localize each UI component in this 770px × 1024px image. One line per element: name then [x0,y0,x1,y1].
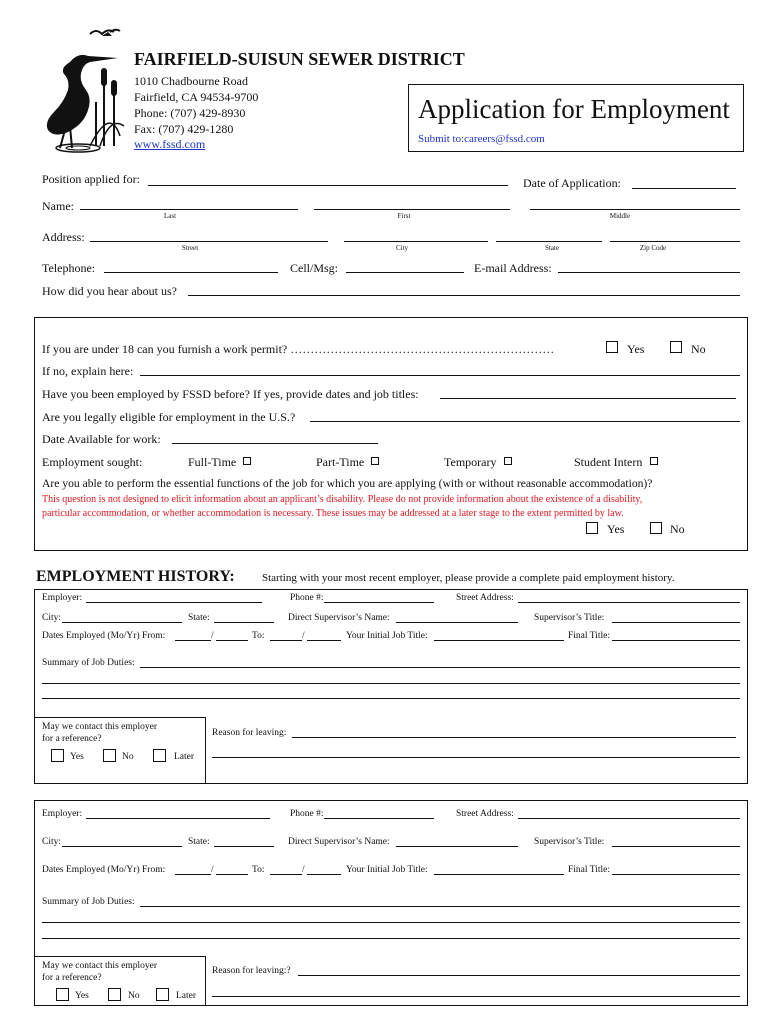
contact-later-checkbox[interactable] [153,749,166,762]
state-label: State: [188,837,210,847]
first-sublabel: First [397,212,411,220]
contact-no-checkbox[interactable] [103,749,116,762]
contact-no-label: No [122,752,134,762]
under18-question: If you are under 18 can you furnish a work permit? ………………………………………………………… [42,342,555,356]
eligible-field[interactable] [310,421,740,422]
website-link[interactable]: www.fssd.com [134,137,206,151]
cell-field[interactable] [346,272,464,273]
history-intro: Starting with your most recent employer, please provide a complete paid employment history. [262,572,675,584]
date-available-label: Date Available for work: [42,432,161,446]
contact-no-checkbox[interactable] [108,988,121,1001]
eligible-question: Are you legally eligible for employment in the U.S.? [42,410,296,424]
phone-label: Phone #: [290,809,324,819]
from-year-field[interactable] [216,640,248,641]
contact-no-label: No [128,991,140,1001]
contact-yes-checkbox[interactable] [51,749,64,762]
state-label: State: [188,613,210,623]
employment-sought-label: Employment sought: [42,455,143,469]
employer-phone-field[interactable] [324,818,434,819]
to-slash: / [302,631,305,641]
to-label: To: [252,631,265,641]
submit-to-link[interactable]: Submit to:careers@fssd.com [418,133,545,145]
address-label: Address: [42,230,85,244]
employer-street-field[interactable] [518,602,740,603]
essential-yes-label: Yes [607,522,625,536]
phone-number: Phone: (707) 429-8930 [134,106,246,120]
essential-yes-checkbox[interactable] [586,522,598,534]
final-title-label: Final Title: [568,631,610,641]
to-year-field[interactable] [307,640,341,641]
phone-label: Phone #: [290,593,324,603]
position-field[interactable] [148,185,508,186]
initial-title-label: Your Initial Job Title: [346,631,428,641]
job-duties-field-3[interactable] [42,938,740,939]
telephone-field[interactable] [104,272,278,273]
zip-sublabel: Zip Code [639,244,667,252]
last-name-field[interactable] [80,209,298,210]
job-duties-label: Summary of Job Duties: [42,658,135,668]
job-duties-label: Summary of Job Duties: [42,897,135,907]
city-label: City: [42,613,62,623]
from-month-field[interactable] [175,640,211,641]
reason-leaving-field-2[interactable] [212,757,740,758]
state-field[interactable] [496,241,602,242]
under18-yes-checkbox[interactable] [606,341,618,353]
hear-label: How did you hear about us? [42,284,177,298]
employer-state-field[interactable] [214,846,274,847]
supervisor-name-field[interactable] [396,622,518,623]
reason-leaving-field-1[interactable] [298,975,740,976]
reason-leaving-label: Reason for leaving: [212,728,287,738]
position-label: Position applied for: [42,172,140,186]
to-year-field[interactable] [307,874,341,875]
employed-before-question: Have you been employed by FSSD before? If yes, provide dates and job titles: [42,387,419,401]
email-field[interactable] [558,272,740,273]
contact-yes-checkbox[interactable] [56,988,69,1001]
option-student-intern: Student Intern [574,455,643,469]
reason-leaving-field-2[interactable] [212,996,740,997]
supervisor-name-field[interactable] [396,846,518,847]
reason-leaving-label: Reason for leaving:? [212,966,291,976]
disclaimer-line-2: particular accommodation, or whether accommodation is necessary. These issues may be addressed at a later stage to the extent permitted by law. [42,508,624,519]
heron-logo [30,22,130,157]
supervisor-label: Direct Supervisor’s Name: [288,613,390,623]
initial-title-label: Your Initial Job Title: [346,865,428,875]
state-sublabel: State [545,244,559,252]
street-sublabel: Street [181,244,199,252]
student-intern-checkbox[interactable] [650,457,658,465]
address-line-2: Fairfield, CA 94534-9700 [134,90,259,104]
contact-later-label: Later [174,752,195,762]
from-slash: / [211,631,214,641]
street-address-label: Street Address: [456,593,514,603]
job-duties-field-2[interactable] [42,683,740,684]
job-duties-field-2[interactable] [42,922,740,923]
contact-question-line-1: May we contact this employer [42,722,158,732]
explain-field[interactable] [140,375,740,376]
cell-label: Cell/Msg: [290,261,339,275]
employer-field[interactable] [86,602,262,603]
city-sublabel: City [395,244,409,252]
employer-label: Employer: [42,593,83,603]
street-address-label: Street Address: [456,809,514,819]
contact-later-checkbox[interactable] [156,988,169,1001]
contact-later-label: Later [176,991,197,1001]
supervisor-title-field[interactable] [612,846,740,847]
dates-employed-label: Dates Employed (Mo/Yr) From: [42,865,166,875]
to-slash: / [302,865,305,875]
from-month-field[interactable] [175,874,211,875]
option-full-time: Full-Time [188,455,237,469]
option-temporary: Temporary [444,455,497,469]
telephone-label: Telephone: [42,261,96,275]
employer-field[interactable] [86,818,270,819]
city-label: City: [42,837,62,847]
explain-label: If no, explain here: [42,364,134,378]
from-year-field[interactable] [216,874,248,875]
temporary-checkbox[interactable] [504,457,512,465]
job-duties-field-3[interactable] [42,698,740,699]
employer-phone-field[interactable] [324,602,434,603]
reason-leaving-field-1[interactable] [292,737,736,738]
employed-before-field[interactable] [440,398,736,399]
middle-sublabel: Middle [609,212,631,220]
supervisor-title-label: Supervisor’s Title: [534,613,605,623]
initial-title-field[interactable] [434,874,564,875]
contact-question-line-2: for a reference? [42,973,102,983]
supervisor-title-field[interactable] [612,622,740,623]
hear-field[interactable] [188,295,740,296]
to-month-field[interactable] [270,640,302,641]
org-name: FAIRFIELD-SUISUN SEWER DISTRICT [134,49,465,69]
final-title-field[interactable] [612,640,740,641]
job-duties-field-1[interactable] [140,906,740,907]
final-title-label: Final Title: [568,865,610,875]
part-time-checkbox[interactable] [371,457,379,465]
street-field[interactable] [90,241,328,242]
first-name-field[interactable] [314,209,510,210]
essential-no-label: No [670,522,685,536]
to-month-field[interactable] [270,874,302,875]
contact-yes-label: Yes [75,991,89,1001]
employer-city-field[interactable] [62,846,182,847]
supervisor-title-label: Supervisor’s Title: [534,837,605,847]
zip-field[interactable] [610,241,740,242]
option-part-time: Part-Time [316,455,365,469]
initial-title-field[interactable] [434,640,564,641]
last-sublabel: Last [163,212,177,220]
contact-question-line-1: May we contact this employer [42,961,158,971]
disclaimer-line-1: This question is not designed to elicit information about an applicant’s disability. Please do not provide information about the existence of a disability, [42,494,643,505]
essential-no-checkbox[interactable] [650,522,662,534]
page-title: Application for Employment [418,94,730,124]
from-slash: / [211,865,214,875]
essential-functions-question: Are you able to perform the essential functions of the job for which you are applying (with or without reasonable accommodation)? [42,477,653,490]
supervisor-label: Direct Supervisor’s Name: [288,837,390,847]
employer-city-field[interactable] [62,622,182,623]
email-label: E-mail Address: [474,261,552,275]
full-time-checkbox[interactable] [243,457,251,465]
history-heading: EMPLOYMENT HISTORY: [36,568,235,585]
city-field[interactable] [344,241,488,242]
name-label: Name: [42,199,74,213]
employer-label: Employer: [42,809,83,819]
under18-no-checkbox[interactable] [670,341,682,353]
date-label: Date of Application: [523,176,621,190]
under18-no-label: No [691,342,706,356]
contact-yes-label: Yes [70,752,84,762]
fax-number: Fax: (707) 429-1280 [134,122,234,136]
contact-question-line-2: for a reference? [42,734,102,744]
under18-yes-label: Yes [627,342,645,356]
final-title-field[interactable] [612,874,740,875]
employer-state-field[interactable] [214,622,274,623]
address-line-1: 1010 Chadbourne Road [134,74,248,88]
to-label: To: [252,865,265,875]
dates-employed-label: Dates Employed (Mo/Yr) From: [42,631,166,641]
job-duties-field-1[interactable] [140,667,740,668]
middle-name-field[interactable] [530,209,740,210]
date-available-field[interactable] [172,443,378,444]
date-field[interactable] [632,188,736,189]
employer-street-field[interactable] [518,818,740,819]
